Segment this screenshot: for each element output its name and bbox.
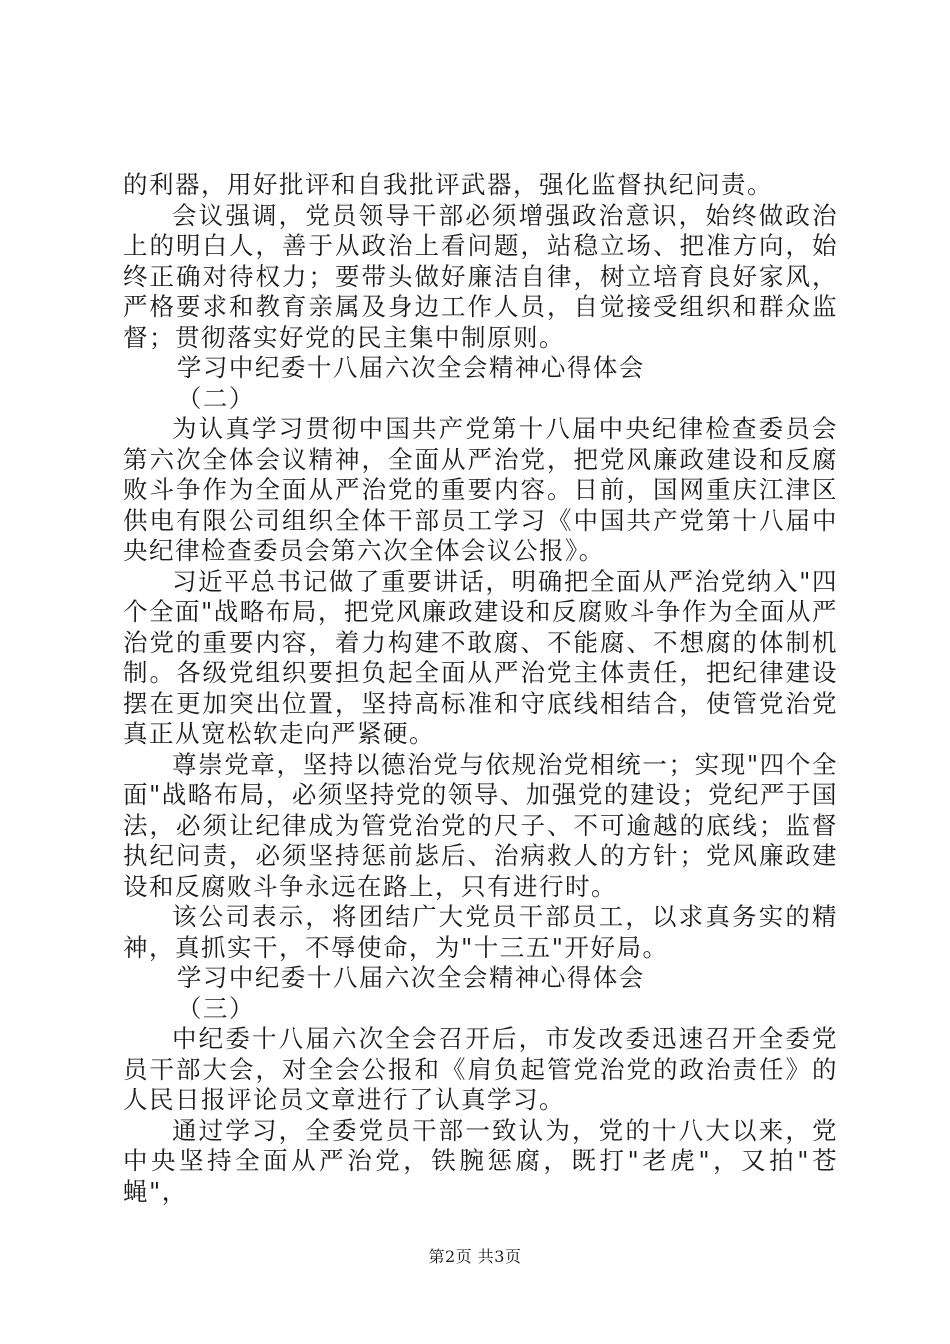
- paragraph: 的利器，用好批评和自我批评武器，强化监督执纪问责。: [123, 170, 773, 199]
- paragraph: 尊崇党章，坚持以德治党与依规治党相统一；实现"四个全面"战略布局，必须坚持党的领导、加强党的建设；党纪严于国法，必须让纪律成为管党治党的尺子、不可逾越的底线；监督执纪问责，必须坚持惩前毖后、治病救人的方针；党风廉政建设和反腐败斗争永远在路上，只有进行时。: [123, 749, 838, 901]
- section-heading: 学习中纪委十八届六次全会精神心得体会: [176, 353, 645, 382]
- page-footer: [0, 1244, 950, 1267]
- page-number: 第2页 共3页: [428, 1247, 522, 1266]
- document-body: [123, 170, 838, 1207]
- section-heading: 学习中纪委十八届六次全会精神心得体会: [176, 963, 645, 992]
- paragraph: 通过学习，全委党员干部一致认为，党的十八大以来，党中央坚持全面从严治党，铁腕惩腐，既打"老虎"，又拍"苍蝇"，: [123, 1115, 838, 1206]
- paragraph: 习近平总书记做了重要讲话，明确把全面从严治党纳入"四个全面"战略布局，把党风廉政建设和反腐败斗争作为全面从严治党的重要内容，着力构建不敢腐、不能腐、不想腐的体制机制。各级党组织要担负起全面从严治党主体责任，把纪律建设摆在更加突出位置，坚持高标准和守底线相结合，使管党治党真正从宽松软走向严紧硬。: [123, 566, 838, 748]
- paragraph: 为认真学习贯彻中国共产党第十八届中央纪律检查委员会第六次全体会议精神，全面从严治党，把党风廉政建设和反腐败斗争作为全面从严治党的重要内容。日前，国网重庆江津区供电有限公司组织全体干部员工学习《中国共产党第十八届中央纪律检查委员会第六次全体会议公报》。: [123, 414, 838, 565]
- section-number: （三）: [176, 993, 255, 1023]
- paragraph: 会议强调，党员领导干部必须增强政治意识，始终做政治上的明白人，善于从政治上看问题，站稳立场、把准方向，始终正确对待权力；要带头做好廉洁自律，树立培育良好家风，严格要求和教育亲属及身边工作人员，自觉接受组织和群众监督；贯彻落实好党的民主集中制原则。: [123, 200, 838, 352]
- paragraph: 中纪委十八届六次全会召开后，市发改委迅速召开全委党员干部大会，对全会公报和《肩负起管党治党的政治责任》的人民日报评论员文章进行了认真学习。: [123, 1024, 838, 1114]
- paragraph: 该公司表示，将团结广大党员干部员工，以求真务实的精神，真抓实干，不辱使命，为"十三五"开好局。: [123, 902, 838, 962]
- section-number: （二）: [176, 383, 255, 413]
